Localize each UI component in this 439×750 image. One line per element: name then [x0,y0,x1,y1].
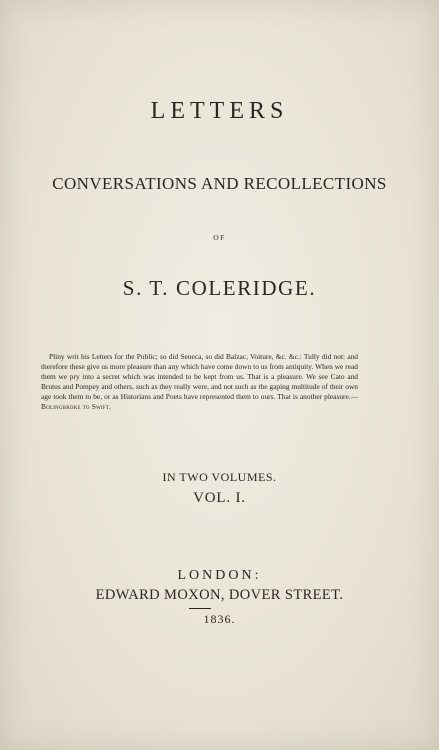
publisher: EDWARD MOXON, DOVER STREET. [95,587,344,603]
epigraph [41,352,358,411]
publication-place: LONDON: [177,568,262,583]
author-name: S. T. COLERIDGE. [122,276,317,300]
volume-count: IN TWO VOLUMES. [162,470,277,484]
publication-year: 1836. [203,612,236,626]
book-subtitle: CONVERSATIONS AND RECOLLECTIONS [52,174,387,193]
of-connector: OF [213,233,226,242]
epigraph-text: Pliny writ his Letters for the Public; so did Seneca, so did Balzac, Voiture, &c. &c.: Tully did not: and therefore these give us more pleasure than any which have come down to us from antiquity. When we read them we pry into a secret which was intended to be kept from us. That is a pleasure. We see Cato and Brutus and Pompey and others, such as they really were, and not such as the gaping multitude of their own age took them to be, or as Historians and Poets have represented them to ours. That is another pleasure.— [41,352,358,401]
volume-number: VOL. I. [193,490,246,506]
imprint-rule [189,608,211,609]
book-title: LETTERS [150,98,289,124]
epigraph-attribution: Bolingbroke to Swift. [41,401,112,411]
